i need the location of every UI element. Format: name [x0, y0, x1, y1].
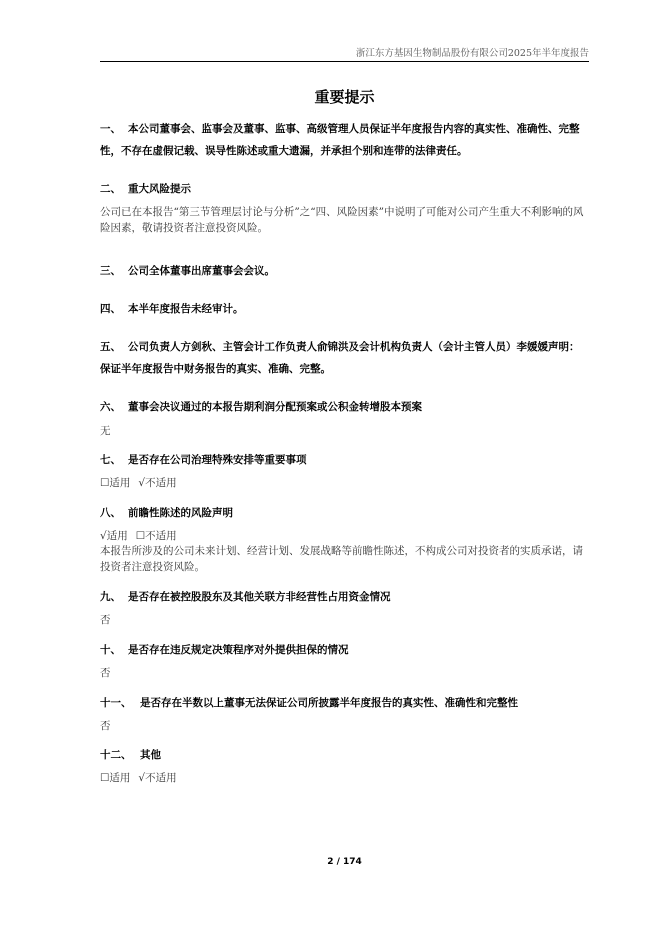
section-11-heading: [100, 692, 589, 714]
section-7-option-applicable: ☐适用: [100, 477, 131, 489]
section-8-option-not-applicable: ☐不适用: [135, 530, 177, 542]
section-7-options: [100, 475, 589, 491]
section-12-option-applicable: ☐适用: [100, 772, 131, 784]
section-3: [100, 260, 589, 282]
section-2-text: 重大风险提示: [128, 183, 191, 195]
section-11-number: 十一、: [100, 697, 132, 709]
section-8-heading: [100, 502, 589, 524]
section-3-number: 三、: [100, 265, 121, 277]
section-8-options: [100, 528, 589, 544]
section-2-heading: [100, 178, 589, 200]
section-12-option-not-applicable: √不适用: [138, 772, 177, 784]
section-10-text: 是否存在违反规定决策程序对外提供担保的情况: [128, 644, 349, 656]
section-7-text: 是否存在公司治理特殊安排等重要事项: [128, 454, 307, 466]
section-7-option-not-applicable: √不适用: [138, 477, 177, 489]
section-9-number: 九、: [100, 591, 121, 603]
section-10-body: 否: [100, 667, 111, 679]
running-header: 浙江东方基因生物制品股份有限公司2025年半年度报告: [355, 48, 589, 59]
section-4: [100, 298, 589, 320]
section-1: [100, 118, 589, 162]
section-6-number: 六、: [100, 401, 121, 413]
section-4-text: 本半年度报告未经审计。: [128, 303, 244, 315]
section-10-number: 十、: [100, 644, 121, 656]
section-9-body: 否: [100, 614, 111, 626]
section-8-option-applicable: √适用: [100, 530, 128, 542]
section-5-number: 五、: [100, 341, 121, 353]
section-8-number: 八、: [100, 507, 121, 519]
section-11-body: 否: [100, 720, 111, 732]
section-12-number: 十二、: [100, 749, 132, 761]
section-12-text: 其他: [140, 749, 161, 761]
page-title: 重要提示: [314, 88, 375, 106]
section-12-heading: [100, 744, 589, 766]
page-number: 2 / 174: [327, 857, 362, 867]
section-8-body: 本报告所涉及的公司未来计划、经营计划、发展战略等前瞻性陈述，不构成公司对投资者的实质承诺，请投资者注意投资风险。: [100, 545, 583, 573]
section-8-text: 前瞻性陈述的风险声明: [128, 507, 233, 519]
section-5: [100, 336, 589, 380]
header-rule: [100, 61, 589, 62]
section-11-text: 是否存在半数以上董事无法保证公司所披露半年度报告的真实性、准确性和完整性: [140, 697, 518, 709]
section-6-body: 无: [100, 425, 111, 437]
section-7-number: 七、: [100, 454, 121, 466]
section-12-options: [100, 770, 589, 786]
section-9-text: 是否存在被控股股东及其他关联方非经营性占用资金情况: [128, 591, 391, 603]
section-6-text: 董事会决议通过的本报告期利润分配预案或公积金转增股本预案: [128, 401, 422, 413]
section-5-text: 公司负责人方剑秋、主管会计工作负责人俞锦洪及会计机构负责人（会计主管人员）李媛媛声明：保证半年度报告中财务报告的真实、准确、完整。: [100, 341, 580, 375]
section-4-number: 四、: [100, 303, 121, 315]
section-3-text: 公司全体董事出席董事会会议。: [128, 265, 275, 277]
section-6-heading: [100, 396, 589, 418]
section-9-heading: [100, 586, 589, 608]
section-2-number: 二、: [100, 183, 121, 195]
section-2-body: 公司已在本报告“第三节管理层讨论与分析”之“四、风险因素”中说明了可能对公司产生重大不利影响的风险因素，敬请投资者注意投资风险。: [100, 206, 584, 234]
section-10-heading: [100, 639, 589, 661]
section-1-number: 一、: [100, 123, 121, 135]
section-1-text: 本公司董事会、监事会及董事、监事、高级管理人员保证半年度报告内容的真实性、准确性、完整性，不存在虚假记载、误导性陈述或重大遗漏，并承担个别和连带的法律责任。: [100, 123, 580, 157]
section-7-heading: [100, 449, 589, 471]
